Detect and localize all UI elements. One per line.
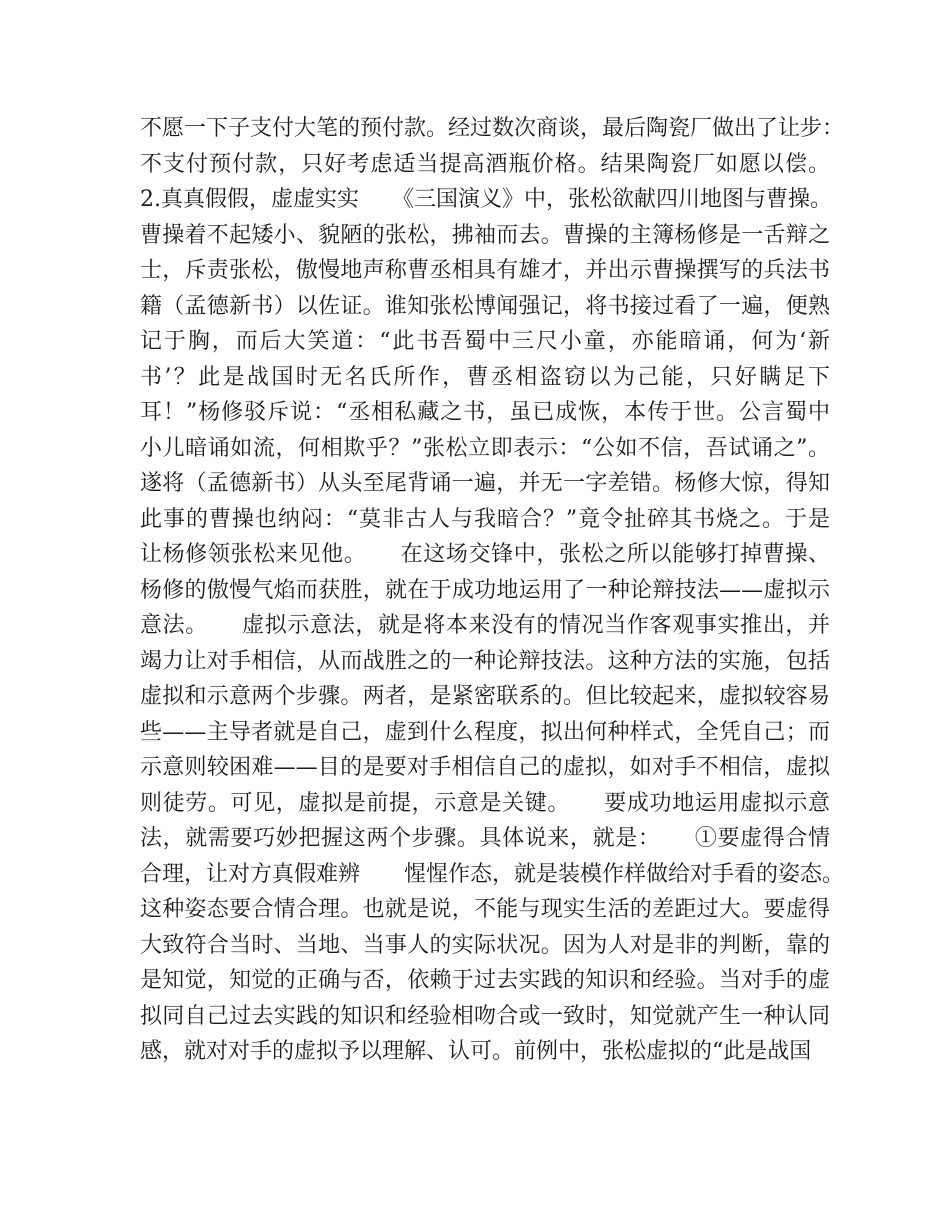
body-text	[140, 111, 845, 1070]
text-line: 意法。 虚拟示意法，就是将本来没有的情况当作客观事实推出，并	[140, 613, 830, 638]
text-line: 不支付预付款，只好考虑适当提高酒瓶价格。结果陶瓷厂如愿以偿。	[140, 151, 830, 177]
text-line: 曹操着不起矮小、貌陋的张松，拂袖而去。曹操的主簿杨修是一舌辩之	[140, 222, 830, 248]
text-line: 士，斥责张松，傲慢地声称曹丞相具有雄才，并出示曹操撰写的兵法书	[140, 258, 830, 283]
text-line: 法，就需要巧妙把握这两个步骤。具体说来，就是： ①要虚得合情	[140, 826, 830, 851]
text-line: 遂将（孟德新书）从头至尾背诵一遍，并无一字差错。杨修大惊，得知	[140, 471, 830, 496]
text-line: 不愿一下子支付大笔的预付款。经过数次商谈，最后陶瓷厂做出了让步：	[140, 116, 845, 141]
text-line: 杨修的傲慢气焰而获胜，就在于成功地运用了一种论辩技法——虚拟示	[140, 577, 830, 603]
text-line: 书’？此是战国时无名氏所作，曹丞相盗窃以为己能，只好瞒足下	[140, 364, 830, 390]
text-line: 2.真真假假，虚虚实实 《三国演义》中，张松欲献四川地图与曹操。	[140, 187, 832, 212]
text-line: 是知觉，知觉的正确与否，依赖于过去实践的知识和经验。当对手的虚	[140, 968, 830, 993]
text-line: 籍（孟德新书）以佐证。谁知张松博闻强记，将书接过看了一遍，便熟	[140, 293, 830, 319]
text-line: 些——主导者就是自己，虚到什么程度，拟出何种样式，全凭自己；而	[140, 719, 830, 745]
text-line: 记于胸，而后大笑道：“此书吾蜀中三尺小童，亦能暗诵，何为‘新	[140, 329, 830, 354]
text-line: 小儿暗诵如流，何相欺乎？”张松立即表示：“公如不信，吾试诵之”。	[140, 435, 830, 461]
text-line: 合理，让对方真假难辨 惺惺作态，就是装模作样做给对手看的姿态。	[140, 861, 845, 887]
text-line: 耳！”杨修驳斥说：“丞相私藏之书，虽已成恢，本传于世。公言蜀中	[140, 400, 830, 425]
text-line: 这种姿态要合情合理。也就是说，不能与现实生活的差距过大。要虚得	[140, 897, 830, 922]
text-line: 示意则较困难——目的是要对手相信自己的虚拟，如对手不相信，虚拟	[140, 755, 830, 780]
text-line: 大致符合当时、当地、当事人的实际状况。因为人对是非的判断，靠的	[140, 932, 830, 958]
text-line: 则徒劳。可见，虚拟是前提，示意是关键。 要成功地运用虚拟示意	[140, 790, 830, 816]
text-line: 感，就对对手的虚拟予以理解、认可。前例中，张松虚拟的“此是战国	[140, 1039, 812, 1064]
text-line: 虚拟和示意两个步骤。两者，是紧密联系的。但比较起来，虚拟较容易	[140, 684, 830, 709]
text-line: 竭力让对手相信，从而战胜之的一种论辩技法。这种方法的实施，包括	[140, 648, 830, 674]
text-line: 让杨修领张松来见他。 在这场交锋中，张松之所以能够打掉曹操、	[140, 542, 830, 567]
text-line: 此事的曹操也纳闷：“莫非古人与我暗合？”竟令扯碎其书烧之。于是	[140, 506, 830, 532]
text-line: 拟同自己过去实践的知识和经验相吻合或一致时，知觉就产生一种认同	[140, 1003, 830, 1029]
